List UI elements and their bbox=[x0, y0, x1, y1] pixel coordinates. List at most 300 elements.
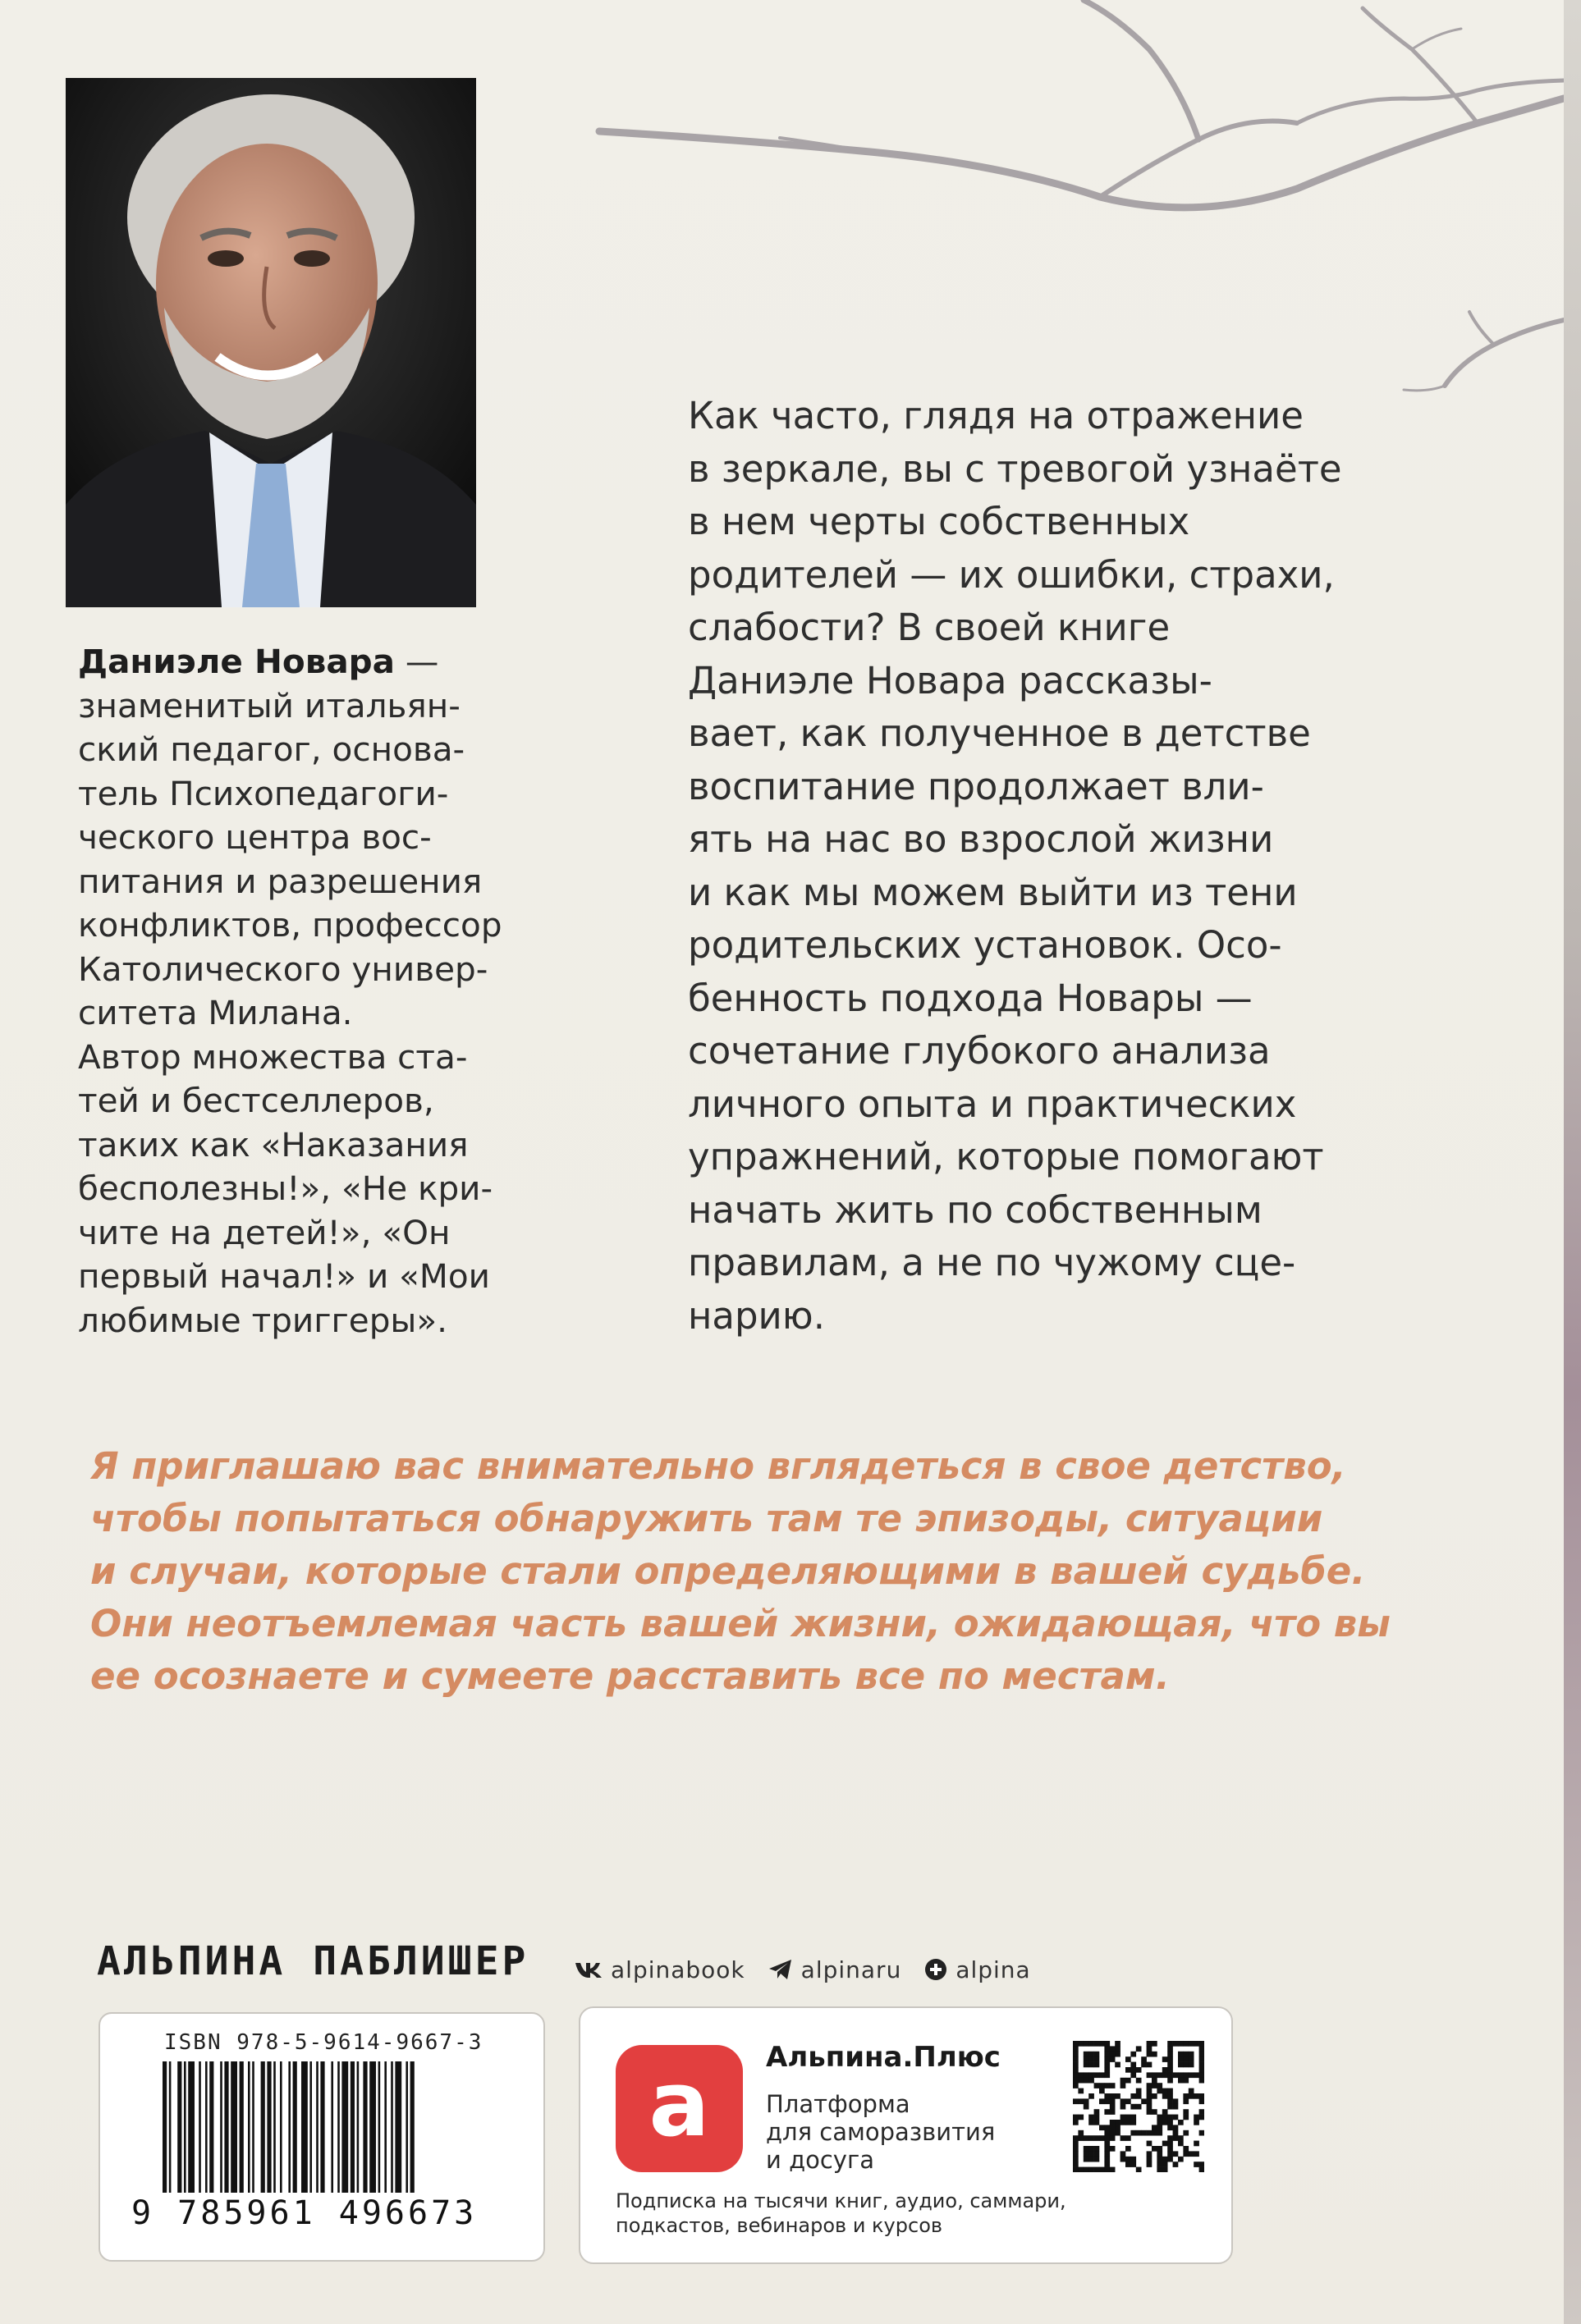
qr-module bbox=[1073, 2141, 1079, 2147]
author-bio-line: конфликтов, профессор bbox=[78, 905, 502, 945]
qr-module bbox=[1162, 2093, 1168, 2099]
description-line: ять на нас во взрослой жизни bbox=[688, 817, 1274, 861]
qr-module bbox=[1104, 2157, 1110, 2162]
qr-module bbox=[1152, 2041, 1157, 2047]
qr-module bbox=[1104, 2141, 1110, 2147]
isbn-text: ISBN 978-5-9614-9667-3 bbox=[164, 2030, 483, 2055]
qr-module bbox=[1088, 2093, 1094, 2099]
qr-module bbox=[1157, 2130, 1162, 2136]
qr-module bbox=[1120, 2104, 1126, 2110]
qr-module bbox=[1120, 2115, 1126, 2120]
author-bio-line: ситета Милана. bbox=[78, 993, 353, 1032]
qr-module bbox=[1088, 2167, 1094, 2172]
qr-module bbox=[1094, 2083, 1100, 2088]
description-line: родителей — их ошибки, страхи, bbox=[688, 552, 1335, 597]
qr-module bbox=[1147, 2093, 1153, 2099]
barcode-bar bbox=[337, 2061, 340, 2193]
qr-module bbox=[1167, 2052, 1173, 2057]
qr-module bbox=[1130, 2130, 1136, 2136]
barcode-bar bbox=[369, 2061, 376, 2193]
qr-module bbox=[1078, 2098, 1084, 2104]
barcode-bar bbox=[410, 2061, 415, 2193]
qr-module bbox=[1194, 2093, 1199, 2099]
qr-module bbox=[1094, 2072, 1100, 2078]
description-line: нарию. bbox=[688, 1293, 825, 1338]
qr-module bbox=[1104, 2072, 1110, 2078]
qr-module bbox=[1162, 2056, 1168, 2062]
barcode-bar bbox=[309, 2061, 312, 2193]
author-bio-line: первый начал!» и «Мои bbox=[78, 1256, 490, 1296]
qr-module bbox=[1152, 2093, 1157, 2099]
qr-module bbox=[1152, 2146, 1157, 2152]
qr-module bbox=[1147, 2083, 1153, 2088]
barcode-bar bbox=[248, 2061, 250, 2193]
qr-module bbox=[1173, 2135, 1179, 2141]
qr-module bbox=[1147, 2130, 1153, 2136]
qr-module bbox=[1157, 2162, 1162, 2167]
qr-module bbox=[1167, 2046, 1173, 2052]
qr-module bbox=[1173, 2125, 1179, 2130]
qr-module bbox=[1173, 2072, 1179, 2078]
qr-module bbox=[1104, 2083, 1110, 2088]
qr-module bbox=[1167, 2141, 1173, 2147]
qr-module bbox=[1178, 2062, 1184, 2068]
qr-module bbox=[1167, 2135, 1173, 2141]
qr-module bbox=[1194, 2141, 1199, 2147]
qr-module bbox=[1094, 2109, 1100, 2115]
qr-module bbox=[1115, 2062, 1120, 2068]
qr-module bbox=[1130, 2104, 1136, 2110]
qr-module bbox=[1152, 2052, 1157, 2057]
qr-module bbox=[1104, 2067, 1110, 2073]
qr-module bbox=[1104, 2109, 1110, 2115]
qr-module bbox=[1110, 2104, 1116, 2110]
qr-module bbox=[1094, 2041, 1100, 2047]
qr-module bbox=[1104, 2046, 1110, 2052]
barcode-bar bbox=[288, 2061, 291, 2193]
qr-module bbox=[1094, 2120, 1100, 2125]
qr-module bbox=[1147, 2062, 1153, 2068]
qr-module bbox=[1141, 2056, 1147, 2062]
social-links bbox=[575, 1953, 1054, 1986]
qr-module bbox=[1084, 2146, 1089, 2152]
qr-module bbox=[1094, 2056, 1100, 2062]
qr-module bbox=[1183, 2109, 1189, 2115]
qr-module bbox=[1120, 2135, 1126, 2141]
qr-module bbox=[1073, 2041, 1079, 2047]
author-bio-line: питания и разрешения bbox=[78, 861, 483, 901]
book-description bbox=[688, 390, 1427, 1343]
barcode-bar bbox=[224, 2061, 228, 2193]
qr-module bbox=[1189, 2052, 1194, 2057]
qr-module bbox=[1110, 2098, 1116, 2104]
barcode-bar bbox=[301, 2061, 308, 2193]
qr-module bbox=[1199, 2093, 1204, 2099]
qr-module bbox=[1130, 2162, 1136, 2167]
barcode-bar bbox=[273, 2061, 276, 2193]
qr-module bbox=[1147, 2157, 1153, 2162]
qr-module bbox=[1136, 2067, 1142, 2073]
qr-module bbox=[1147, 2052, 1153, 2057]
author-photo bbox=[66, 78, 476, 607]
qr-module bbox=[1136, 2130, 1142, 2136]
qr-module bbox=[1194, 2072, 1199, 2078]
qr-module bbox=[1115, 2052, 1120, 2057]
qr-module bbox=[1152, 2072, 1157, 2078]
qr-module bbox=[1167, 2125, 1173, 2130]
barcode-bar bbox=[316, 2061, 318, 2193]
qr-module bbox=[1199, 2046, 1204, 2052]
qr-module bbox=[1078, 2115, 1084, 2120]
qr-module bbox=[1157, 2083, 1162, 2088]
description-line: в зеркале, вы с тревогой узнаёте bbox=[688, 446, 1342, 491]
qr-module bbox=[1147, 2162, 1153, 2167]
qr-module bbox=[1183, 2115, 1189, 2120]
qr-module bbox=[1194, 2041, 1199, 2047]
qr-module bbox=[1167, 2088, 1173, 2094]
qr-module bbox=[1130, 2062, 1136, 2068]
qr-module bbox=[1104, 2062, 1110, 2068]
qr-module bbox=[1084, 2151, 1089, 2157]
qr-module bbox=[1088, 2151, 1094, 2157]
qr-module bbox=[1084, 2078, 1089, 2084]
qr-module bbox=[1073, 2052, 1079, 2057]
qr-module bbox=[1199, 2078, 1204, 2084]
description-line: воспитание продолжает вли- bbox=[688, 764, 1264, 808]
qr-module bbox=[1104, 2167, 1110, 2172]
qr-module bbox=[1084, 2098, 1089, 2104]
qr-module bbox=[1094, 2146, 1100, 2152]
qr-module bbox=[1088, 2062, 1094, 2068]
qr-module bbox=[1167, 2093, 1173, 2099]
author-bio-line: любимые триггеры». bbox=[78, 1300, 448, 1340]
qr-module bbox=[1199, 2062, 1204, 2068]
qr-module bbox=[1173, 2104, 1179, 2110]
barcode-bar bbox=[205, 2061, 208, 2193]
qr-module bbox=[1073, 2098, 1079, 2104]
qr-module bbox=[1104, 2125, 1110, 2130]
qr-module bbox=[1125, 2146, 1131, 2152]
qr-module bbox=[1147, 2098, 1153, 2104]
qr-module bbox=[1152, 2078, 1157, 2084]
author-bio-line: чите на детей!», «Он bbox=[78, 1212, 451, 1252]
alpina-plus-card bbox=[579, 2006, 1233, 2264]
qr-module bbox=[1088, 2146, 1094, 2152]
qr-module bbox=[1183, 2052, 1189, 2057]
author-bio-line: Католического универ- bbox=[78, 949, 488, 989]
qr-module bbox=[1120, 2083, 1126, 2088]
qr-module bbox=[1199, 2162, 1204, 2167]
author-bio-line: бесполезны!», «Не кри- bbox=[78, 1169, 493, 1208]
qr-module bbox=[1088, 2135, 1094, 2141]
barcode-bar bbox=[267, 2061, 271, 2193]
barcode-bar bbox=[261, 2061, 265, 2193]
qr-module bbox=[1178, 2135, 1184, 2141]
qr-module bbox=[1094, 2062, 1100, 2068]
barcode-bar bbox=[177, 2061, 181, 2193]
qr-module bbox=[1073, 2162, 1079, 2167]
qr-module bbox=[1199, 2130, 1204, 2136]
qr-module bbox=[1162, 2141, 1168, 2147]
qr-module bbox=[1173, 2041, 1179, 2047]
qr-module bbox=[1199, 2041, 1204, 2047]
qr-module bbox=[1088, 2120, 1094, 2125]
barcode-digits: 9 785961 496673 bbox=[131, 2194, 478, 2232]
qr-module bbox=[1073, 2120, 1079, 2125]
qr-module bbox=[1189, 2088, 1194, 2094]
qr-module bbox=[1162, 2109, 1168, 2115]
qr-module bbox=[1088, 2115, 1094, 2120]
barcode-bar bbox=[188, 2061, 195, 2193]
qr-module bbox=[1199, 2115, 1204, 2120]
qr-module bbox=[1073, 2151, 1079, 2157]
qr-module bbox=[1115, 2120, 1120, 2125]
qr-module bbox=[1183, 2130, 1189, 2136]
qr-module bbox=[1130, 2115, 1136, 2120]
qr-module bbox=[1173, 2115, 1179, 2120]
description-line: и как мы можем выйти из тени bbox=[688, 870, 1298, 914]
description-line: начать жить по собственным bbox=[688, 1187, 1263, 1232]
qr-module bbox=[1157, 2115, 1162, 2120]
qr-module bbox=[1167, 2146, 1173, 2152]
qr-module bbox=[1189, 2151, 1194, 2157]
social-link-telegram[interactable] bbox=[768, 1956, 902, 1983]
barcode-bar bbox=[363, 2061, 367, 2193]
qr-module bbox=[1167, 2115, 1173, 2120]
qr-module bbox=[1152, 2109, 1157, 2115]
qr-module bbox=[1162, 2120, 1168, 2125]
qr-module bbox=[1189, 2093, 1194, 2099]
qr-module bbox=[1110, 2109, 1116, 2115]
qr-module bbox=[1115, 2046, 1120, 2052]
qr-module bbox=[1125, 2120, 1131, 2125]
qr-module bbox=[1094, 2167, 1100, 2172]
qr-module bbox=[1078, 2135, 1084, 2141]
qr-module bbox=[1147, 2151, 1153, 2157]
qr-module bbox=[1167, 2078, 1173, 2084]
page-edge bbox=[1564, 0, 1581, 2324]
qr-module bbox=[1136, 2167, 1142, 2172]
barcode-bar bbox=[293, 2061, 297, 2193]
qr-module bbox=[1157, 2146, 1162, 2152]
qr-module bbox=[1125, 2078, 1131, 2084]
alpina-plus-subtitle bbox=[766, 2090, 1037, 2174]
qr-module bbox=[1194, 2120, 1199, 2125]
barcode-bar bbox=[331, 2061, 333, 2193]
barcode-bar bbox=[406, 2061, 408, 2193]
qr-module bbox=[1110, 2167, 1116, 2172]
qr-module bbox=[1130, 2067, 1136, 2073]
qr-module bbox=[1104, 2146, 1110, 2152]
author-bio-line: Автор множества ста- bbox=[78, 1036, 468, 1077]
social-link-alpina[interactable] bbox=[924, 1956, 1030, 1983]
qr-module bbox=[1157, 2157, 1162, 2162]
qr-module bbox=[1078, 2130, 1084, 2136]
qr-code[interactable] bbox=[1073, 2041, 1204, 2172]
qr-module bbox=[1104, 2162, 1110, 2167]
qr-module bbox=[1157, 2167, 1162, 2172]
barcode-bar bbox=[199, 2061, 201, 2193]
barcode-bar bbox=[384, 2061, 387, 2193]
barcode-bar bbox=[341, 2061, 348, 2193]
description-line: вает, как полученное в детстве bbox=[688, 711, 1311, 755]
author-bio-line: тель Психопедагоги- bbox=[78, 773, 449, 813]
qr-module bbox=[1073, 2157, 1079, 2162]
quote-line: чтобы попытаться обнаружить там те эпизоды, ситуации bbox=[90, 1497, 1323, 1540]
qr-module bbox=[1115, 2125, 1120, 2130]
barcode-bar bbox=[378, 2061, 381, 2193]
author-bio-line: тей и бестселлеров, bbox=[78, 1081, 434, 1120]
qr-module bbox=[1183, 2041, 1189, 2047]
qr-module bbox=[1084, 2157, 1089, 2162]
qr-module bbox=[1110, 2125, 1116, 2130]
qr-module bbox=[1115, 2093, 1120, 2099]
qr-module bbox=[1084, 2052, 1089, 2057]
qr-module bbox=[1104, 2093, 1110, 2099]
qr-module bbox=[1110, 2135, 1116, 2141]
qr-module bbox=[1130, 2093, 1136, 2099]
qr-module bbox=[1125, 2135, 1131, 2141]
telegram-icon bbox=[768, 1959, 793, 1980]
barcode-bar bbox=[163, 2061, 167, 2193]
qr-module bbox=[1183, 2098, 1189, 2104]
description-line: личного опыта и практических bbox=[688, 1082, 1297, 1126]
qr-module bbox=[1173, 2151, 1179, 2157]
qr-module bbox=[1136, 2078, 1142, 2084]
qr-module bbox=[1162, 2167, 1168, 2172]
qr-module bbox=[1099, 2098, 1105, 2104]
qr-module bbox=[1104, 2130, 1110, 2136]
barcode-bar bbox=[169, 2061, 172, 2193]
qr-module bbox=[1162, 2072, 1168, 2078]
alpina-plus-footer bbox=[616, 2189, 1207, 2238]
qr-module bbox=[1162, 2067, 1168, 2073]
qr-module bbox=[1125, 2162, 1131, 2167]
qr-module bbox=[1157, 2088, 1162, 2094]
qr-module bbox=[1130, 2052, 1136, 2057]
qr-module bbox=[1110, 2146, 1116, 2152]
qr-module bbox=[1178, 2120, 1184, 2125]
qr-module bbox=[1167, 2056, 1173, 2062]
author-bio-line: знаменитый итальян- bbox=[78, 685, 461, 725]
publisher-logo: АЛЬПИНА ПАБЛИШЕР bbox=[97, 1938, 529, 1984]
qr-module bbox=[1088, 2072, 1094, 2078]
qr-module bbox=[1078, 2088, 1084, 2094]
qr-module bbox=[1167, 2157, 1173, 2162]
qr-module bbox=[1199, 2056, 1204, 2062]
qr-module bbox=[1094, 2052, 1100, 2057]
qr-module bbox=[1157, 2151, 1162, 2157]
subtitle-line: Платформа bbox=[766, 2090, 910, 2118]
qr-module bbox=[1194, 2115, 1199, 2120]
qr-module bbox=[1088, 2078, 1094, 2084]
qr-module bbox=[1073, 2135, 1079, 2141]
qr-module bbox=[1120, 2078, 1126, 2084]
social-handle: alpinaru bbox=[800, 1956, 902, 1983]
qr-module bbox=[1088, 2157, 1094, 2162]
qr-module bbox=[1167, 2067, 1173, 2073]
barcode-bar bbox=[240, 2061, 244, 2193]
quote-line: и случаи, которые стали определяющими в вашей судьбе. bbox=[90, 1549, 1366, 1593]
qr-module bbox=[1157, 2120, 1162, 2125]
qr-module bbox=[1199, 2072, 1204, 2078]
description-line: бенность подхода Новары — bbox=[688, 976, 1253, 1020]
qr-module bbox=[1189, 2072, 1194, 2078]
alpina-plus-logo bbox=[616, 2045, 743, 2172]
subtitle-line: для саморазвития bbox=[766, 2118, 996, 2146]
qr-module bbox=[1120, 2120, 1126, 2125]
barcode-bar bbox=[395, 2061, 401, 2193]
qr-module bbox=[1178, 2141, 1184, 2147]
qr-module bbox=[1078, 2167, 1084, 2172]
qr-module bbox=[1073, 2115, 1079, 2120]
qr-module bbox=[1110, 2130, 1116, 2136]
qr-module bbox=[1084, 2104, 1089, 2110]
social-link-vk[interactable] bbox=[575, 1956, 745, 1983]
qr-module bbox=[1104, 2052, 1110, 2057]
qr-module bbox=[1104, 2098, 1110, 2104]
qr-module bbox=[1084, 2072, 1089, 2078]
qr-module bbox=[1094, 2135, 1100, 2141]
barcode-card bbox=[99, 2012, 545, 2262]
qr-module bbox=[1073, 2046, 1079, 2052]
qr-module bbox=[1115, 2130, 1120, 2136]
qr-module bbox=[1199, 2109, 1204, 2115]
qr-module bbox=[1141, 2098, 1147, 2104]
qr-module bbox=[1162, 2157, 1168, 2162]
quote-line: Они неотъемлемая часть вашей жизни, ожидающая, что вы bbox=[90, 1602, 1391, 1645]
qr-module bbox=[1125, 2157, 1131, 2162]
qr-module bbox=[1189, 2041, 1194, 2047]
barcode-bar bbox=[231, 2061, 237, 2193]
qr-module bbox=[1183, 2078, 1189, 2084]
description-line: правилам, а не по чужому сце- bbox=[688, 1241, 1296, 1284]
qr-module bbox=[1084, 2062, 1089, 2068]
qr-module bbox=[1162, 2115, 1168, 2120]
qr-module bbox=[1141, 2130, 1147, 2136]
qr-module bbox=[1141, 2062, 1147, 2068]
qr-module bbox=[1110, 2046, 1116, 2052]
qr-module bbox=[1199, 2052, 1204, 2057]
barcode bbox=[163, 2061, 499, 2193]
qr-module bbox=[1104, 2041, 1110, 2047]
qr-module bbox=[1078, 2078, 1084, 2084]
barcode-bar bbox=[391, 2061, 393, 2193]
qr-module bbox=[1084, 2056, 1089, 2062]
qr-module bbox=[1178, 2052, 1184, 2057]
tree-branch-illustration bbox=[575, 0, 1564, 427]
qr-module bbox=[1099, 2125, 1105, 2130]
qr-module bbox=[1183, 2062, 1189, 2068]
qr-module bbox=[1073, 2072, 1079, 2078]
qr-module bbox=[1167, 2120, 1173, 2125]
qr-module bbox=[1130, 2072, 1136, 2078]
barcode-bar bbox=[280, 2061, 282, 2193]
description-line: сочетание глубокого анализа bbox=[688, 1029, 1271, 1073]
qr-module bbox=[1178, 2072, 1184, 2078]
qr-module bbox=[1167, 2151, 1173, 2157]
qr-module bbox=[1147, 2141, 1153, 2147]
qr-module bbox=[1167, 2098, 1173, 2104]
qr-module bbox=[1194, 2162, 1199, 2167]
description-line: слабости? В своей книге bbox=[688, 606, 1171, 649]
footer-line: Подписка на тысячи книг, аудио, саммари, bbox=[616, 2189, 1066, 2212]
social-handle: alpina bbox=[955, 1956, 1031, 1983]
qr-module bbox=[1173, 2098, 1179, 2104]
qr-module bbox=[1104, 2151, 1110, 2157]
author-bio-line: таких как «Наказания bbox=[78, 1124, 469, 1164]
qr-module bbox=[1110, 2083, 1116, 2088]
